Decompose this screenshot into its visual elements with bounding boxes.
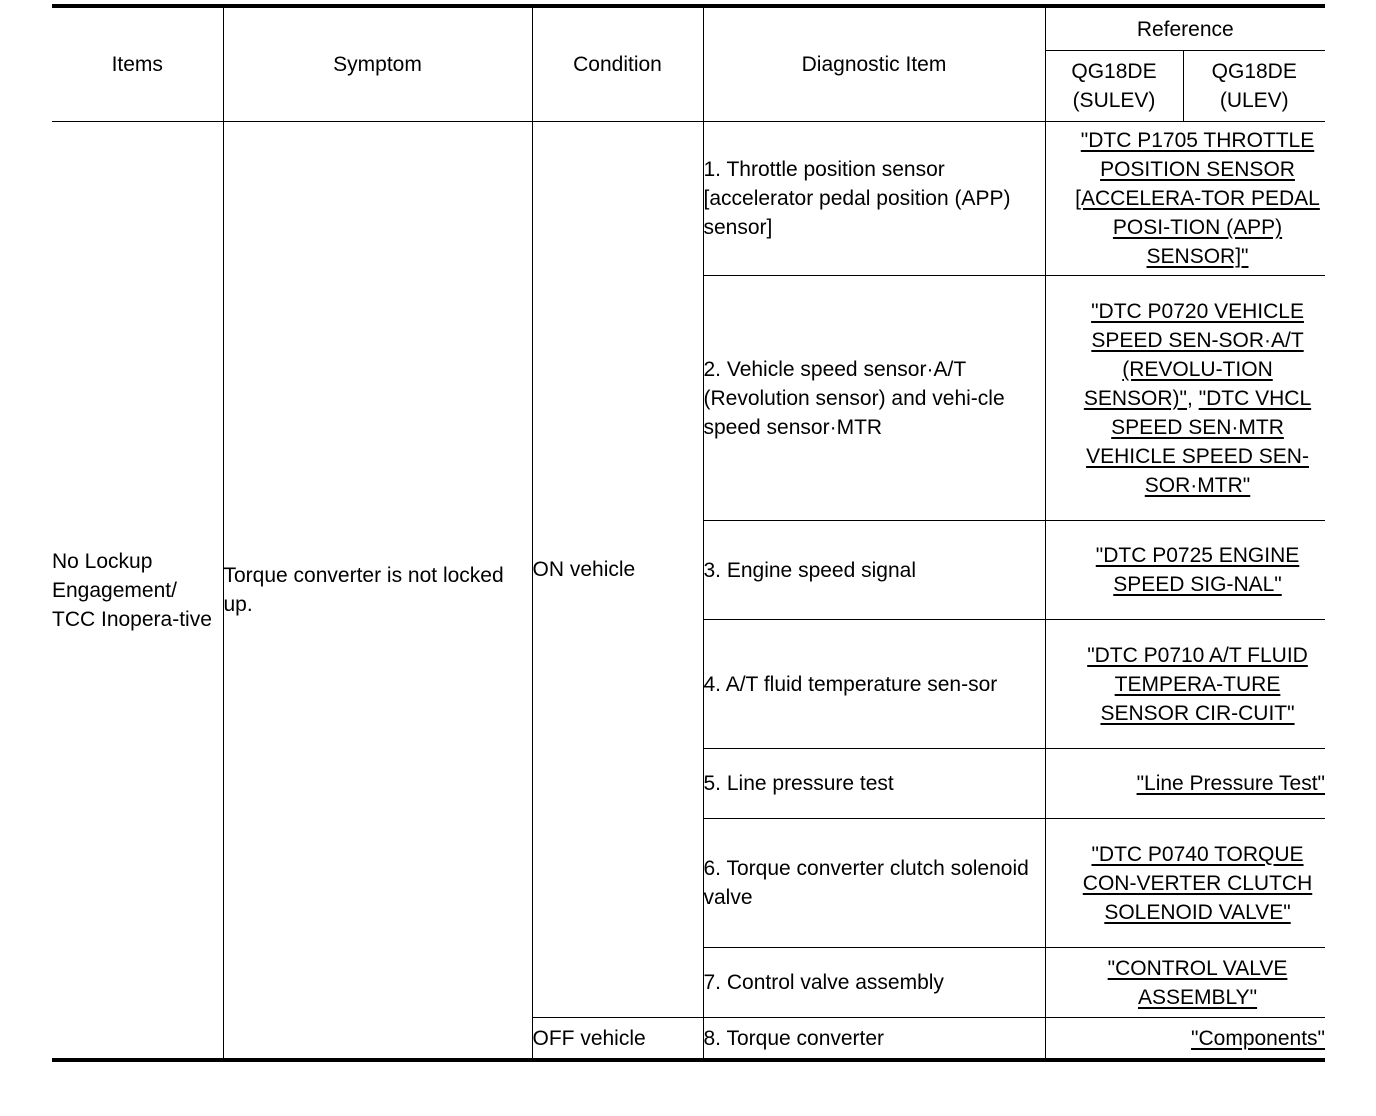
diagnostic-item: 4. A/T fluid temperature sen-sor [703, 620, 1045, 749]
reference-link[interactable]: "DTC P0725 ENGINE SPEED SIG-NAL" [1095, 544, 1300, 596]
reference-cell [1045, 1018, 1325, 1061]
header-diagnostic-item: Diagnostic Item [703, 6, 1045, 122]
header-ref-sulev: QG18DE (SULEV) [1045, 51, 1183, 122]
reference-separator: , [1187, 386, 1193, 410]
header-items: Items [52, 6, 223, 122]
diagnostic-table [52, 4, 1325, 1062]
reference-link[interactable]: "DTC P0740 TORQUE CON-VERTER CLUTCH SOLENOID VALVE" [1082, 842, 1313, 924]
diagnostic-item: 3. Engine speed signal [703, 521, 1045, 620]
reference-cell [1045, 276, 1325, 521]
condition-on-vehicle: ON vehicle [532, 122, 703, 1018]
reference-link[interactable]: "DTC P0720 VEHICLE SPEED SEN-SOR·A/T (REVOLU-TION SENSOR)" [1083, 299, 1304, 410]
diagnostic-item: 1. Throttle position sensor [accelerator pedal position (APP) sensor] [703, 122, 1045, 276]
item-cell: No Lockup Engagement/ TCC Inopera-tive [52, 122, 223, 1061]
header-ref-ulev: QG18DE (ULEV) [1183, 51, 1325, 122]
diagnostic-item: 8. Torque converter [703, 1018, 1045, 1061]
header-symptom: Symptom [223, 6, 532, 122]
reference-link[interactable]: "DTC VHCL SPEED SEN·MTR VEHICLE SPEED SEN-SOR·MTR" [1086, 386, 1312, 497]
diagnostic-item: 2. Vehicle speed sensor·A/T (Revolution sensor) and vehi-cle speed sensor·MTR [703, 276, 1045, 521]
reference-cell [1045, 521, 1325, 620]
header-reference: Reference [1045, 6, 1325, 51]
reference-link[interactable]: "DTC P1705 THROTTLE POSITION SENSOR [ACCELERA-TOR PEDAL POSI-TION (APP) SENSOR]" [1075, 129, 1320, 268]
reference-link[interactable]: "Components" [1191, 1026, 1326, 1050]
reference-cell [1045, 948, 1325, 1018]
diagnostic-item: 5. Line pressure test [703, 749, 1045, 819]
reference-link[interactable]: "DTC P0710 A/T FLUID TEMPERA-TURE SENSOR CIR-CUIT" [1087, 643, 1308, 725]
header-condition: Condition [532, 6, 703, 122]
diagnostic-item: 6. Torque converter clutch solenoid valve [703, 819, 1045, 948]
condition-off-vehicle: OFF vehicle [532, 1018, 703, 1061]
symptom-cell: Torque converter is not locked up. [223, 122, 532, 1061]
reference-link[interactable]: "CONTROL VALVE ASSEMBLY" [1107, 956, 1288, 1009]
reference-link[interactable]: "Line Pressure Test" [1136, 772, 1326, 795]
diagnostic-item: 7. Control valve assembly [703, 948, 1045, 1018]
reference-cell [1045, 122, 1325, 276]
reference-cell [1045, 819, 1325, 948]
reference-cell [1045, 749, 1325, 819]
reference-cell [1045, 620, 1325, 749]
